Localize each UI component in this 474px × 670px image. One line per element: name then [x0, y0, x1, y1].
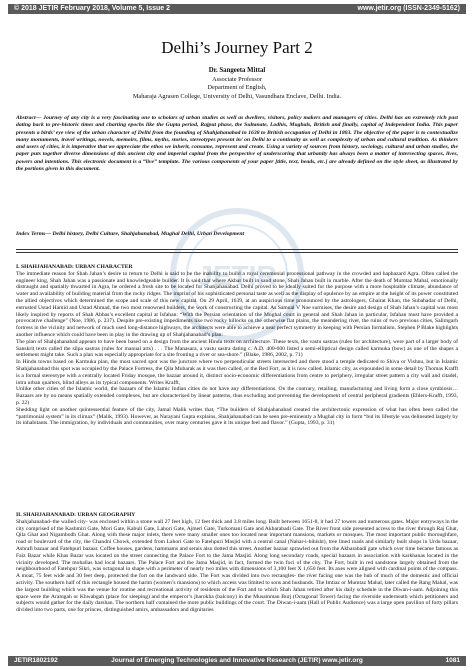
author-block — [0, 67, 474, 101]
section-urban-geography — [16, 512, 458, 614]
page-header-bar — [8, 4, 466, 14]
page-footer-bar — [8, 656, 466, 666]
abstract-label: Abstract— — [16, 115, 42, 121]
paper-title: Delhi’s Journey Part 2 — [161, 38, 313, 57]
section-1-heading: I. SHAHJAHANABAD: URBAN CHARACTER — [16, 264, 133, 270]
abstract-text: Journey of any city is a very fascinating one to scholars of urban studies as well as dwellers, visitors, policy makers and managers of cities. Delhi has an extremely rich past dating back to pre-historic times and charting epochs like the Gupta period, Rajput phase, the Sultanate, Lodhis, Mughals, British and finally, capital of Independent India. This paper presents a birds’ eye view of the urban character of Delhi from the founding of Shahjahanabad in 1638 to British occupation of Delhi in 1803. The objective of the paper is to contextualize many monuments, travel writings, novels, memoirs, films, myths, stories, stereotypes present in/ on Delhi to a continuity as well as complexity of urban and cultural tradition. As thinkers and users of cities, it is imperative that we appreciate the ethos we inherit, consume, represent and create. Using a variety of sources from history, sociology, cultural and urban studies, the paper puts together diverse dimensions of this ancient city and imperial capital from the perspective of underscoring that urbanity has always been a matter of intersecting spaces, lives, powers and intentions. This electronic document is a “live” template. The various components of your paper [title, text, heads, etc.] are already defined on the style sheet, as illustrated by the portions given in this document. — [16, 115, 458, 173]
header-website-issn: www.jetir.org (ISSN-2349-5162) — [357, 5, 460, 12]
abstract — [16, 115, 458, 173]
index-terms — [16, 231, 458, 238]
footer-page-number: 1081 — [445, 657, 460, 664]
footer-paper-id: JETIR1802192 — [14, 657, 58, 664]
author-affiliation: Maharaja Agrasen College, University of Delhi, Vasundhara Enclave, Delhi. India. — [132, 92, 342, 100]
section-divider-top — [16, 249, 458, 250]
section-2-heading: II. SHAHJAHANABAD: URBAN GEOGRAPHY — [16, 512, 136, 518]
author-department: Department of English, — [207, 84, 267, 92]
section-urban-character — [16, 264, 458, 427]
author-name: Dr. Sangeeta Mittal — [208, 67, 266, 74]
section-1-quote-krafft: Unlike other cities of the Islamic world, the bazaars of the Islamic Indian cities do not have any differentiations. On the contrary, retailing, manufacturing and living form a close symbiosis…Bazaars are by no means spatially extended complexes, but are characterised by linear patterns, thus excluding and preventing the development of central peripheral gradients (Ehlers-Krafft, 1993, p. 22) — [16, 386, 458, 406]
section-1-paragraph-3: Shedding light on another quintessential feature of the city, Jamal Malik writes that, “The builders of Shahjahanabad created the architectonic expression of what has often been called the “patrimonial system” in its climax” (Malik, 1993). However, as Narayani Gupta explains, Shahjahanabad can be seen pre-eminently a Mughal city in form “but its lifestyle was delineated largely by its inhabitants. The immigration, by individuals and communities, over many centuries gave it its unique feel and flavor.” (Gupta, 1993, p. 31) — [16, 406, 458, 427]
index-terms-label: Index Terms— — [16, 231, 52, 237]
index-terms-text: Delhi history, Delhi Culture, Shahjahanabad, Mughal Delhi, Urban Development — [51, 231, 245, 237]
footer-journal-name: Journal of Emerging Technologies and Innovative Research (JETIR) www.jetir.org — [111, 657, 363, 664]
header-journal-info: © 2018 JETIR February 2018, Volume 5, Issue 2 — [14, 5, 170, 12]
author-position: Associate Professor — [212, 75, 262, 83]
section-1-quote-blake: The plan of Shahjahanabad appears to have been based on a design from the ancient Hindu texts on architecture. These texts, the vastu sastras (rules for architecture), were part of a larger body of Sanskrit texts called the silpa sastras (rules for manual arts) . . . The Manasara, a vastu sastra dating c. A.D. 400-600 listed a semi-elliptical design called karmuka (bow) as one of the shapes a settlement might take. Such a plan was especially appropriate for a site fronting a river or sea-shore.” (Blake, 1986, 2002, p. 71) — [16, 338, 458, 359]
section-1-paragraph-1: The immediate reason for Shah Jahan’s desire to return to Delhi is said to be the inability to build a royal ceremonial processional pathway in the crowded and haphazard Agra. Often called the engineer king, Shah Jahan was a passionate and knowledgeable builder. It is said that where Akbar built in sand stone, Shah Jahan built in marble. After the death of Mumtaz Mahal, emotionally distraught and spatially thwarted in Agra, he ordered a fresh site to be located for Shahjahanabad. Delhi proved to be ideally suited for the purpose with a more hospitable climate, abundance of water and availability of building material from the rocky ridges. The imprint of his sophisticated personal taste as well as the display of opulence by an empire at the height of its power constituted the allied objectives which determined the scope and scale of this new capital. On 29 April, 1639, at an auspicious time pronounced by the astrologers, Ghairat Khan, the Subahadar of Delhi, entrusted Ustad Hamid and Ustad Ahmad, the two most renowned builders, the work of constructing the capital. As Samual V Noe surmises, the desire and design of Shah Jahan’s capital was most likely inspired by reports of Shah Abbas’s excellent capital at Isfahan: “With the Persian orientation of the Mughal court in general and Shah Jahan in particular, Isfahan must have provided a provocative challenge” (Noe, 1986, p. 237). Despite pre-existing impediments like two rocky hillocks on the otherwise flat plains, the meandering river, the ruins of two previous cities, Salimgarh fortress in the vicinity and network of much used long-distance highways, the architects were able to achieve a near perfect symmetry in keeping with Persian formalism. Stephen P Blake highlights another influence which could have been in play in the drawing up of Shahjahanabad’s plan: — [16, 270, 458, 338]
watermark-text: JETIR — [197, 260, 277, 291]
section-1-paragraph-2: In Hindu towns based on Karmuka plan, the most sacred spot was the juncture where two perpendicular streets intersected and there stood a temple dedicated to Shiva or Vishnu, but in Islamic Shahjahanabad this spot was occupied by the Palace Fortress, the Qila Mubarak as it was then called, or the Red Fort, as it is now called. Islamic city, as expounded in some detail by Thomas Krafft is a formal stereotype with a centrally located Friday mosque, the bazaar around it, distinct socio-economic differentiations from centre to periphery, irregular street pattern a city wall and citadel, intra urban quarters, blind alleys as its typical components. Writes Krafft, — [16, 359, 458, 386]
section-divider-bottom — [16, 252, 458, 253]
section-2-paragraph-1: Shahjahanabad–the walled city- was enclosed within a stone wall 27 feet high, 12 feet thick and 3.8 miles long. Built between 1651-8, it had 27 towers and numerous gates. Major entryways in the city comprised of the Kashmiri Gate, Mori Gate, Kabuli Gate, Lahori Gate, Ajmeri Gate, Turkomani Gate and Akbarabadi Gate. The River front side presented access to the river through Raj Ghat, Qila Ghat and Nigambodh Ghat. Along with these major inlets, there were many smaller ones too located near important mansions, markets or mosques. The most important public thoroughfare, road or boulevard of the city, the Chandni Chowk, extended from Lahori Gate to Fatehpuri Masjid with a central canal (Nahar-i-bihisht), tree lined roads and similarly built shops in Urdu bazaar, Ashrafi bazaar and Fatehpuri bazaar. Coffee houses, gardens, hammams and serais also dotted this street. Another bazaar sprawled out from the Akbarabadi gate which over time became famous as Faiz Bazar while Khas Bazar was located on the street connecting the Palace Fort to the Jama Masjid. Along long secondary roads, special bazaars in association with karkhanas located in the vicinity developed. The mohallas had local bazaars. The Palace Fort and the Jama Masjid, in fact, formed the twin foci of the city. The Fort, built in red sandstone largely obtained from the neighbourhood of Fatehpur Sikri, was octagonal in shape with a perimeter of nearly two miles with dimensions of 3,100 feet X 1,650 feet. Its axes were aligned with cardinal points of the compass. A moat, 75 feet wide and 30 feet deep, protected the fort on the landward side. The Fort was divided into two rectangles- the river facing one was the hub of much of the domestic and official activity. The southern half of this rectangle housed the harim (women’s mansions) to which access was limited to sons and husbands. The Imtiaz or Mumtaz Mahal, later called the Rang Mahal, was the largest building which was the venue for routine and recreational activity of residents of the Fort and to which Shah Jahan retired after his daily schedule in the Diwan-i-aam. Adjoining this space were the Aramgah or Khwabgah (place for sleeping) and the emperor’s jharokha (balcony) in the Musamman Burj (Octagonal Tower) facing the riverside underneath which petitioners and subjects would gather for the daily darshan. The northern half contained the more public buildings of the court. The Diwan-i-aam (Hall of Public Audience) was a large open pavilion of forty pillars divided into two parts, one for princes, distinguished amirs, ambassadors and dignitaries — [16, 518, 458, 614]
